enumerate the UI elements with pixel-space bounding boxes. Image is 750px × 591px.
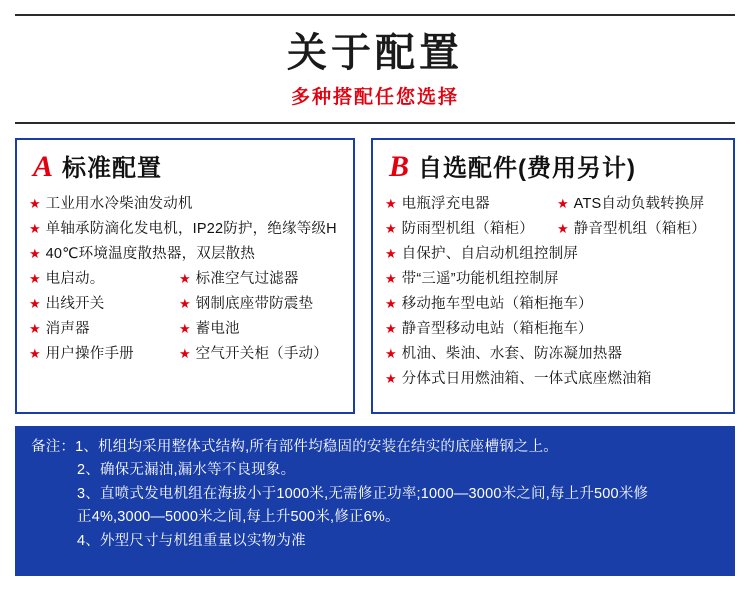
list-item <box>29 267 179 292</box>
star-icon: ★ <box>385 196 397 211</box>
star-icon: ★ <box>385 246 397 262</box>
remark-line <box>31 459 721 482</box>
star-icon: ★ <box>385 321 397 337</box>
remarks-box <box>15 426 735 576</box>
list-item-label: 自保护、自启动机组控制屏 <box>401 246 579 263</box>
star-icon: ★ <box>557 221 569 237</box>
list-item <box>385 242 721 267</box>
star-icon: ★ <box>29 346 41 362</box>
list-item <box>385 317 721 342</box>
list-item <box>29 317 179 342</box>
star-icon: ★ <box>29 271 41 287</box>
list-item-label: 空气开关柜（手动） <box>195 346 328 363</box>
panel-standard-config <box>15 138 355 414</box>
panel-b-title: 自选配件(费用另计) <box>418 155 636 182</box>
header-banner <box>15 14 735 124</box>
list-item-label: 带“三遥”功能机组控制屏 <box>401 271 559 288</box>
list-row <box>29 317 341 342</box>
panel-b-header <box>389 152 721 182</box>
list-item <box>385 267 721 292</box>
panel-b-items <box>385 192 721 392</box>
remark-number: 备注：1、 <box>31 439 99 455</box>
panel-optional-accessories <box>371 138 735 414</box>
remark-number: 2、 <box>77 462 100 479</box>
list-item <box>557 217 706 242</box>
list-item <box>179 292 313 317</box>
list-item-label: 出线开关 <box>45 296 105 313</box>
remark-line <box>31 436 721 459</box>
list-item-label: 静音型机组（箱柜） <box>573 221 706 238</box>
list-item-label: 工业用水冷柴油发动机 <box>45 196 193 212</box>
list-item-label: 单轴承防滴化发电机，IP22防护，绝缘等级H <box>45 221 337 238</box>
remark-text: 正4%,3000—5000米之间,每上升500米,修正6%。 <box>77 509 400 526</box>
star-icon: ★ <box>29 196 41 211</box>
star-icon: ★ <box>29 221 41 237</box>
list-item <box>385 292 721 317</box>
star-icon: ★ <box>385 271 397 287</box>
list-item <box>179 317 240 342</box>
list-item-label: 机油、柴油、水套、防冻凝加热器 <box>401 346 623 363</box>
list-item-label: 40℃环境温度散热器，双层散热 <box>45 246 256 263</box>
star-icon: ★ <box>179 271 191 287</box>
panel-a-letter: A <box>33 150 54 183</box>
star-icon: ★ <box>29 246 41 262</box>
panel-b-letter: B <box>389 150 410 183</box>
remark-line <box>31 530 721 553</box>
list-item-label: 标准空气过滤器 <box>195 271 299 288</box>
list-item-label: 电启动。 <box>45 271 105 288</box>
remark-number: 3、 <box>77 485 100 502</box>
star-icon: ★ <box>29 321 41 337</box>
remark-text: 确保无漏油,漏水等不良现象。 <box>99 462 296 479</box>
remark-text: 外型尺寸与机组重量以实物为准 <box>99 532 306 549</box>
list-item-label: ATS自动负载转换屏 <box>573 196 705 212</box>
remark-text: 直喷式发电机组在海拔小于1000米,无需修正功率;1000—3000米之间,每上升500米修 <box>99 485 649 502</box>
header-bottom-divider <box>15 122 735 124</box>
list-row <box>29 292 341 317</box>
remark-line <box>31 483 721 506</box>
list-item-label: 分体式日用燃油箱、一体式底座燃油箱 <box>401 371 652 388</box>
list-item-label: 电瓶浮充电器 <box>401 196 490 212</box>
list-row <box>29 267 341 292</box>
remark-text: 机组均采用整体式结构,所有部件均稳固的安装在结实的底座槽钢之上。 <box>98 439 559 455</box>
list-row <box>385 192 721 217</box>
list-row <box>29 342 341 367</box>
panel-a-title: 标准配置 <box>62 155 163 182</box>
page-title: 关于配置 <box>287 30 463 75</box>
star-icon: ★ <box>557 196 569 211</box>
star-icon: ★ <box>179 346 191 362</box>
list-item <box>385 217 557 242</box>
list-item <box>29 242 341 267</box>
list-row <box>385 217 721 242</box>
list-item <box>29 217 341 242</box>
panel-a-header <box>33 152 341 182</box>
panel-a-items <box>29 192 341 367</box>
list-item-label: 用户操作手册 <box>45 346 134 363</box>
list-item-label: 防雨型机组（箱柜） <box>401 221 534 238</box>
star-icon: ★ <box>385 371 397 387</box>
config-panels <box>15 138 735 414</box>
list-item <box>179 267 299 292</box>
star-icon: ★ <box>179 321 191 337</box>
list-item-label: 静音型移动电站（箱柜拖车） <box>401 321 593 338</box>
list-item <box>385 367 721 392</box>
list-item <box>385 192 557 217</box>
list-item <box>179 342 328 367</box>
list-item-label: 钢制底座带防震垫 <box>195 296 314 313</box>
list-item <box>385 342 721 367</box>
star-icon: ★ <box>385 221 397 237</box>
list-item <box>29 292 179 317</box>
star-icon: ★ <box>29 296 41 312</box>
page-subtitle: 多种搭配任您选择 <box>290 86 459 108</box>
list-item <box>29 342 179 367</box>
star-icon: ★ <box>385 296 397 312</box>
header-top-divider <box>15 14 735 16</box>
remark-number: 4、 <box>77 532 100 549</box>
list-item-label: 蓄电池 <box>195 321 240 338</box>
remark-line <box>31 506 721 529</box>
star-icon: ★ <box>385 346 397 362</box>
list-item-label: 消声器 <box>45 321 90 338</box>
list-item-label: 移动拖车型电站（箱柜拖车） <box>401 296 593 313</box>
list-item <box>29 192 341 217</box>
star-icon: ★ <box>179 296 191 312</box>
list-item <box>557 192 704 217</box>
